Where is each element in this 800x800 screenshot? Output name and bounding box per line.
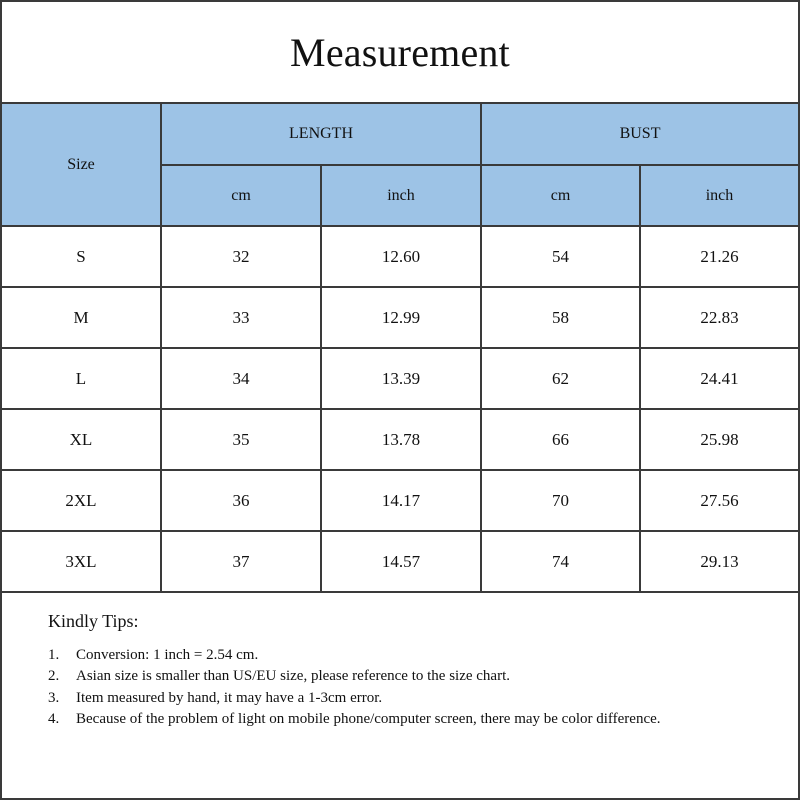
tip-text: Conversion: 1 inch = 2.54 cm. [76,646,259,663]
table-row [2,409,798,470]
tip-number: 3. [48,689,60,706]
bust-cm-cell: 70 [481,470,640,531]
table-row [2,531,798,592]
table-header [2,104,798,226]
list-item [48,709,798,731]
bust-cm-header: cm [481,165,640,226]
table-row [2,470,798,531]
page-title: Measurement [290,29,510,75]
length-cm-cell: 32 [161,226,321,287]
length-inch-cell: 14.57 [321,531,481,592]
size-column-header: Size [2,104,161,226]
bust-cm-cell: 54 [481,226,640,287]
size-cell: L [2,348,161,409]
tip-number: 1. [48,646,60,663]
length-cm-header: cm [161,165,321,226]
tip-text: Asian size is smaller than US/EU size, please reference to the size chart. [76,668,510,684]
bust-group-header: BUST [481,104,798,165]
title-bar [2,2,798,104]
length-inch-cell: 12.99 [321,287,481,348]
table-row [2,348,798,409]
bust-inch-header: inch [640,165,798,226]
length-inch-cell: 13.39 [321,348,481,409]
tips-heading: Kindly Tips: [48,611,139,631]
tips-section [2,593,798,731]
bust-inch-cell: 25.98 [640,409,798,470]
size-cell: S [2,226,161,287]
table-row [2,287,798,348]
bust-cm-cell: 74 [481,531,640,592]
bust-inch-cell: 24.41 [640,348,798,409]
size-cell: XL [2,409,161,470]
tip-number: 4. [48,711,60,727]
tip-text: Because of the problem of light on mobile phone/computer screen, there may be color difference. [76,711,661,727]
bust-inch-cell: 29.13 [640,531,798,592]
length-group-header: LENGTH [161,104,481,165]
length-cm-cell: 36 [161,470,321,531]
tip-text: Item measured by hand, it may have a 1-3cm error. [76,689,383,706]
bust-inch-cell: 22.83 [640,287,798,348]
length-cm-cell: 35 [161,409,321,470]
size-cell: 2XL [2,470,161,531]
bust-cm-cell: 58 [481,287,640,348]
size-table [2,104,798,593]
header-row-groups [2,104,798,165]
bust-cm-cell: 66 [481,409,640,470]
bust-inch-cell: 27.56 [640,470,798,531]
list-item [48,688,798,710]
length-cm-cell: 33 [161,287,321,348]
list-item [48,666,798,688]
bust-cm-cell: 62 [481,348,640,409]
tips-list [48,645,798,731]
length-inch-cell: 14.17 [321,470,481,531]
length-cm-cell: 37 [161,531,321,592]
table-row [2,226,798,287]
length-inch-cell: 12.60 [321,226,481,287]
size-cell: M [2,287,161,348]
table-body [2,226,798,592]
length-inch-cell: 13.78 [321,409,481,470]
length-inch-header: inch [321,165,481,226]
length-cm-cell: 34 [161,348,321,409]
list-item [48,645,798,667]
bust-inch-cell: 21.26 [640,226,798,287]
size-cell: 3XL [2,531,161,592]
tip-number: 2. [48,668,60,684]
